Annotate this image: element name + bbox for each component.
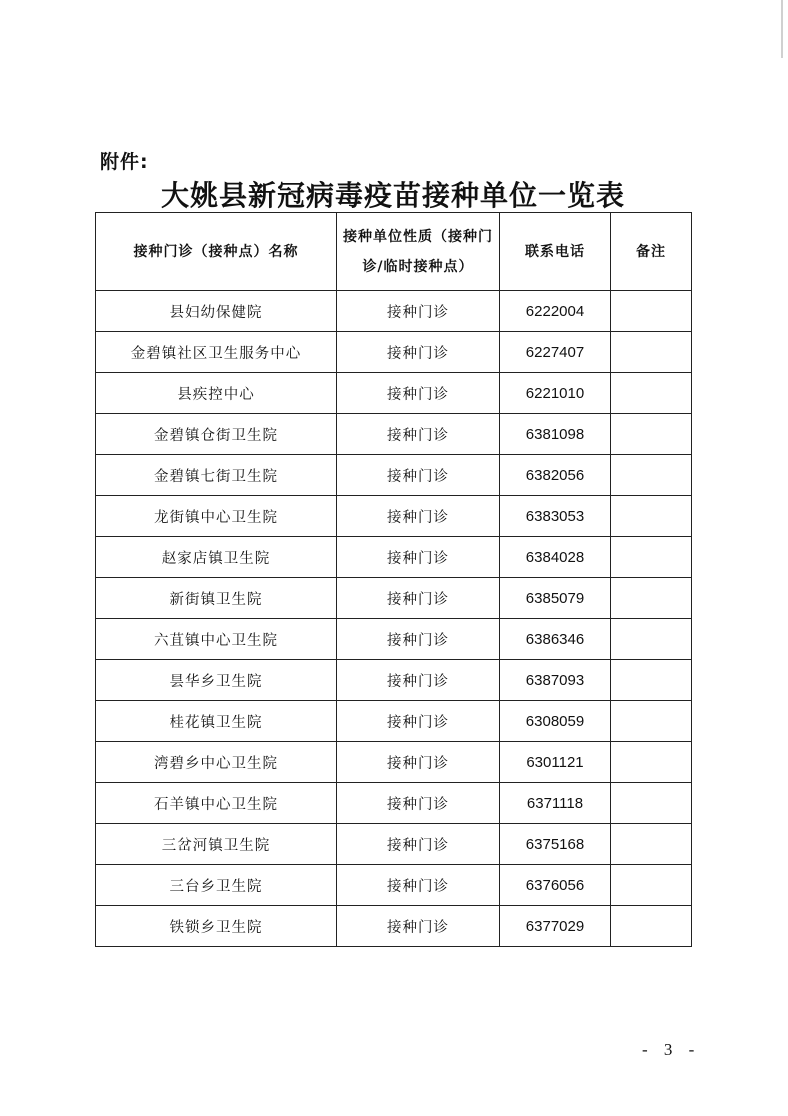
unit-note xyxy=(611,496,692,537)
table-row xyxy=(96,619,692,660)
unit-phone: 6382056 xyxy=(500,455,611,496)
unit-name: 新街镇卫生院 xyxy=(96,578,337,619)
unit-phone: 6383053 xyxy=(500,496,611,537)
unit-type: 接种门诊 xyxy=(337,742,500,783)
table-header-row xyxy=(96,213,692,291)
table-row xyxy=(96,660,692,701)
unit-name: 六苴镇中心卫生院 xyxy=(96,619,337,660)
unit-note xyxy=(611,291,692,332)
header-phone: 联系电话 xyxy=(500,213,611,291)
unit-type: 接种门诊 xyxy=(337,578,500,619)
unit-phone: 6371118 xyxy=(500,783,611,824)
table-row xyxy=(96,701,692,742)
table-row xyxy=(96,865,692,906)
attachment-label: 附件: xyxy=(100,151,149,173)
header-note: 备注 xyxy=(611,213,692,291)
unit-phone: 6381098 xyxy=(500,414,611,455)
unit-type: 接种门诊 xyxy=(337,496,500,537)
unit-type: 接种门诊 xyxy=(337,701,500,742)
unit-note xyxy=(611,332,692,373)
unit-type: 接种门诊 xyxy=(337,824,500,865)
unit-phone: 6301121 xyxy=(500,742,611,783)
unit-phone: 6384028 xyxy=(500,537,611,578)
table-row xyxy=(96,537,692,578)
unit-type: 接种门诊 xyxy=(337,291,500,332)
unit-note xyxy=(611,906,692,947)
unit-type: 接种门诊 xyxy=(337,414,500,455)
unit-name: 金碧镇仓街卫生院 xyxy=(96,414,337,455)
unit-type: 接种门诊 xyxy=(337,906,500,947)
unit-type: 接种门诊 xyxy=(337,865,500,906)
unit-note xyxy=(611,865,692,906)
table-row xyxy=(96,332,692,373)
unit-name: 铁锁乡卫生院 xyxy=(96,906,337,947)
unit-type: 接种门诊 xyxy=(337,373,500,414)
unit-name: 赵家店镇卫生院 xyxy=(96,537,337,578)
unit-type: 接种门诊 xyxy=(337,455,500,496)
unit-type: 接种门诊 xyxy=(337,619,500,660)
unit-note xyxy=(611,537,692,578)
table-row xyxy=(96,742,692,783)
unit-note xyxy=(611,824,692,865)
unit-type: 接种门诊 xyxy=(337,783,500,824)
unit-phone: 6221010 xyxy=(500,373,611,414)
unit-name: 桂花镇卫生院 xyxy=(96,701,337,742)
table-row xyxy=(96,291,692,332)
table-row xyxy=(96,578,692,619)
table-row xyxy=(96,455,692,496)
unit-phone: 6375168 xyxy=(500,824,611,865)
unit-note xyxy=(611,455,692,496)
table-row xyxy=(96,824,692,865)
unit-type: 接种门诊 xyxy=(337,537,500,578)
unit-type: 接种门诊 xyxy=(337,332,500,373)
unit-phone: 6227407 xyxy=(500,332,611,373)
header-type: 接种单位性质（接种门诊/临时接种点） xyxy=(337,213,500,291)
unit-name: 龙街镇中心卫生院 xyxy=(96,496,337,537)
unit-name: 金碧镇社区卫生服务中心 xyxy=(96,332,337,373)
unit-name: 三台乡卫生院 xyxy=(96,865,337,906)
unit-note xyxy=(611,578,692,619)
unit-phone: 6387093 xyxy=(500,660,611,701)
unit-phone: 6376056 xyxy=(500,865,611,906)
unit-phone: 6222004 xyxy=(500,291,611,332)
unit-name: 昙华乡卫生院 xyxy=(96,660,337,701)
unit-phone: 6385079 xyxy=(500,578,611,619)
page-number: - 3 - xyxy=(642,1040,701,1059)
unit-name: 三岔河镇卫生院 xyxy=(96,824,337,865)
table-row xyxy=(96,414,692,455)
table-row xyxy=(96,783,692,824)
unit-note xyxy=(611,414,692,455)
unit-name: 湾碧乡中心卫生院 xyxy=(96,742,337,783)
unit-note xyxy=(611,783,692,824)
document-title: 大姚县新冠病毒疫苗接种单位一览表 xyxy=(160,179,625,212)
vaccination-units-table xyxy=(95,212,692,947)
table-row xyxy=(96,906,692,947)
unit-note xyxy=(611,742,692,783)
unit-note xyxy=(611,701,692,742)
page-edge-line xyxy=(781,0,783,58)
table-row xyxy=(96,373,692,414)
unit-name: 县妇幼保健院 xyxy=(96,291,337,332)
table-row xyxy=(96,496,692,537)
unit-note xyxy=(611,660,692,701)
unit-note xyxy=(611,619,692,660)
unit-phone: 6377029 xyxy=(500,906,611,947)
unit-phone: 6386346 xyxy=(500,619,611,660)
unit-note xyxy=(611,373,692,414)
unit-phone: 6308059 xyxy=(500,701,611,742)
unit-name: 县疾控中心 xyxy=(96,373,337,414)
unit-name: 金碧镇七街卫生院 xyxy=(96,455,337,496)
unit-name: 石羊镇中心卫生院 xyxy=(96,783,337,824)
header-name: 接种门诊（接种点）名称 xyxy=(96,213,337,291)
unit-type: 接种门诊 xyxy=(337,660,500,701)
